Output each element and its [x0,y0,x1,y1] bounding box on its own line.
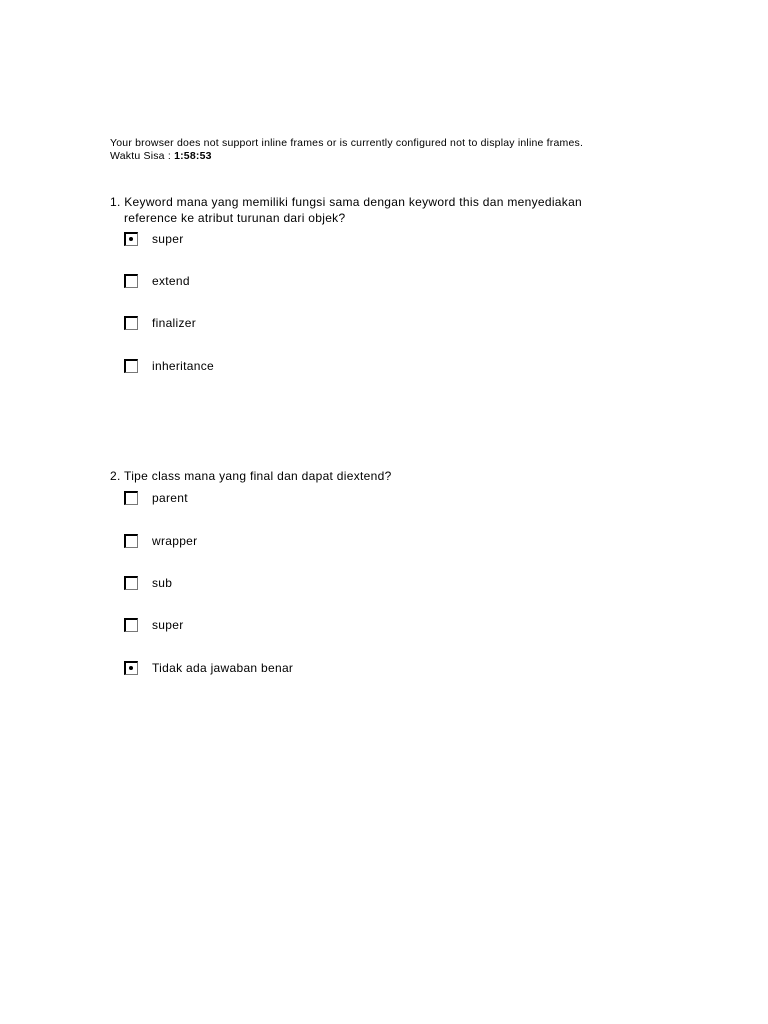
remaining-time-value: 1:58:53 [174,150,212,162]
question-1-option-1[interactable] [124,231,184,247]
question-2 [110,468,630,675]
radio-button[interactable] [124,661,138,675]
question-1-option-4[interactable] [124,358,214,374]
remaining-time [110,150,212,163]
radio-button[interactable] [124,491,138,505]
option-label: Tidak ada jawaban benar [152,661,294,675]
option-label: parent [152,491,188,505]
option-label: super [152,618,184,632]
iframe-notice: Your browser does not support inline frames or is currently configured not to display inline frames. [110,137,584,149]
radio-button[interactable] [124,232,138,246]
question-2-option-5[interactable] [124,660,293,676]
option-label: sub [152,576,173,590]
question-1-text [110,194,630,226]
question-2-option-1[interactable] [124,490,188,506]
option-label: inheritance [152,359,215,373]
question-1 [110,194,630,373]
question-2-number: 2. [110,469,121,483]
radio-button[interactable] [124,618,138,632]
radio-button[interactable] [124,534,138,548]
question-2-text [110,468,630,484]
radio-button[interactable] [124,576,138,590]
radio-button[interactable] [124,274,138,288]
question-2-prompt: Tipe class mana yang final dan dapat diextend? [124,469,392,483]
question-1-prompt: Keyword mana yang memiliki fungsi sama dengan keyword this dan menyediakan reference ke atribut turunan dari objek? [124,195,583,225]
option-label: extend [152,274,190,288]
question-2-option-4[interactable] [124,617,184,633]
radio-button[interactable] [124,316,138,330]
question-2-option-3[interactable] [124,575,172,591]
option-label: finalizer [152,316,197,330]
remaining-time-label: Waktu Sisa : [110,150,175,162]
question-1-option-2[interactable] [124,273,190,289]
radio-button[interactable] [124,359,138,373]
option-label: super [152,232,184,246]
question-1-number: 1. [110,195,121,209]
question-1-option-3[interactable] [124,315,196,331]
question-2-option-2[interactable] [124,533,197,549]
option-label: wrapper [152,534,198,548]
